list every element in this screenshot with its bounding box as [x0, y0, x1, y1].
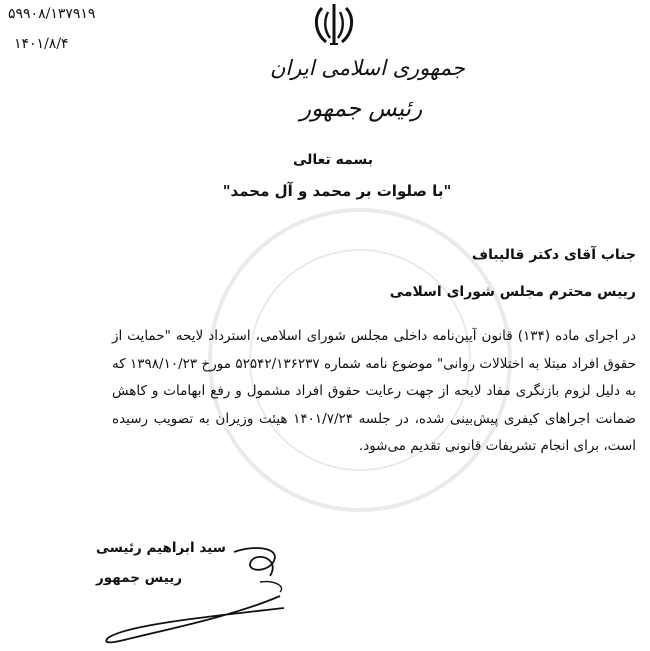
letter-body: در اجرای ماده (۱۳۴) قانون آیین‌نامه داخلی مجلس شورای اسلامی، استرداد لایحه "حمایت از حقوق افراد مبتلا به اختلالات روانی" موضوع نامه شماره ۵۲۵۴۲/۱۳۶۲۳۷ مورخ ۱۳۹۸/۱۰/۲۳ که به دلیل لزوم بازنگری مفاد لایحه از جهت رعایت حقوق افراد مشمول و رفع ابهامات و کاهش ضمانت اجراهای کیفری پیش‌بینی شده، در جلسه ۱۴۰۱/۷/۲۴ هیئت وزیران به تصویب رسیده است، برای انجام تشریفات قانونی تقدیم می‌شود.	[112, 328, 636, 455]
bismillah-heading: بسمه تعالی	[292, 152, 374, 168]
reference-number: ۵۹۹۰۸/۱۳۷۹۱۹	[8, 6, 96, 22]
letterhead-republic: جمهوری اسلامی ایران	[270, 56, 465, 80]
signatory-name: سید ابراهیم رئیسی	[96, 540, 226, 556]
iran-emblem-icon	[312, 2, 356, 48]
salawat-line: "با صلوات بر محمد و آل محمد"	[222, 182, 452, 200]
letter-date: ۱۴۰۱/۸/۴	[14, 36, 69, 52]
signatory-title: رییس جمهور	[96, 570, 183, 586]
watermark-seal	[200, 200, 520, 520]
addressee-title: رییس محترم مجلس شورای اسلامی	[389, 284, 636, 300]
letterhead-president: رئیس جمهور	[300, 96, 423, 122]
addressee-name: جناب آقای دکتر قالیباف	[471, 247, 636, 263]
